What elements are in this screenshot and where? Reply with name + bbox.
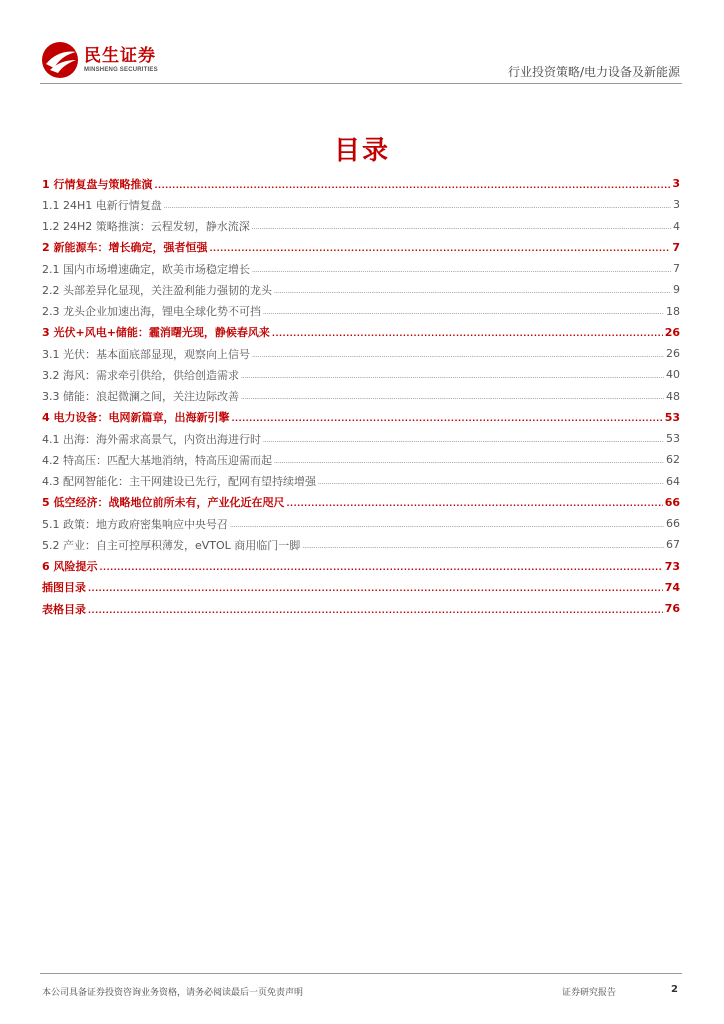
- toc-entry-page: 62: [666, 453, 680, 467]
- toc-entry-page: 53: [666, 432, 680, 446]
- toc-entry-page: 76: [664, 602, 680, 616]
- toc-dot-leader: [154, 182, 670, 190]
- toc-entry[interactable]: [42, 513, 680, 534]
- toc-entry-page: 7: [673, 262, 680, 276]
- toc-entry-page: 74: [664, 580, 680, 594]
- toc-entry-label: 5 低空经济：战略地位前所未有，产业化近在咫尺: [42, 496, 285, 510]
- toc-entry-label: 3.2 海风：需求牵引供给，供给创造需求: [42, 368, 239, 382]
- toc-entry-page: 64: [666, 474, 680, 488]
- toc-entry[interactable]: [42, 598, 680, 619]
- header-divider: [40, 83, 682, 84]
- logo: [40, 40, 158, 80]
- minsheng-logo-icon: [40, 40, 80, 80]
- toc-dot-leader: [263, 438, 664, 444]
- toc-entry-label: 2.2 头部差异化显现，关注盈利能力强韧的龙头: [42, 283, 272, 297]
- toc-entry-label: 3.1 光伏：基本面底部显现，观察向上信号: [42, 347, 250, 361]
- toc-entry-label: 4.2 特高压：匹配大基地消纳，特高压迎需而起: [42, 453, 272, 467]
- toc-entry-page: 26: [664, 325, 680, 339]
- toc-entry[interactable]: [42, 237, 680, 258]
- toc-entry[interactable]: [42, 577, 680, 598]
- toc-dot-leader: [231, 415, 662, 423]
- toc-entry-label: 2.3 龙头企业加速出海，锂电全球化势不可挡: [42, 305, 261, 319]
- toc-entry-label: 4.3 配网智能化：主干网建设已先行，配网有望持续增强: [42, 475, 316, 489]
- toc-entry-page: 3: [672, 177, 680, 191]
- toc-entry[interactable]: [42, 322, 680, 343]
- report-category: 行业投资策略/电力设备及新能源: [507, 65, 680, 79]
- toc-entry[interactable]: [42, 301, 680, 322]
- toc-dot-leader: [318, 480, 664, 486]
- toc-dot-leader: [241, 395, 664, 401]
- toc-entry-label: 2.1 国内市场增速确定，欧美市场稳定增长: [42, 262, 250, 276]
- toc-entry-page: 53: [664, 410, 680, 424]
- toc-dot-leader: [274, 459, 664, 465]
- toc-entry[interactable]: [42, 556, 680, 577]
- toc-entry-page: 66: [664, 495, 680, 509]
- toc-entry-label: 3.3 储能：浪起微澜之间，关注边际改善: [42, 390, 239, 404]
- toc-entry[interactable]: [42, 343, 680, 364]
- logo-chinese-name: 民生证券: [84, 46, 156, 66]
- toc-entry[interactable]: [42, 492, 680, 513]
- footer-divider: [40, 973, 682, 974]
- toc-dot-leader: [272, 330, 663, 338]
- toc-entry-label: 1.1 24H1 电新行情复盘: [42, 198, 162, 212]
- toc-entry[interactable]: [42, 216, 680, 237]
- toc-entry-page: 9: [673, 283, 680, 297]
- footer-report-type: 证券研究报告: [562, 988, 617, 998]
- toc-entry-label: 表格目录: [42, 602, 86, 616]
- toc-entry[interactable]: [42, 386, 680, 407]
- toc-entry-label: 4.1 出海：海外需求高景气，内资出海进行时: [42, 432, 261, 446]
- toc-entry-page: 26: [666, 347, 680, 361]
- toc-entry-page: 7: [672, 240, 680, 254]
- toc-dot-leader: [252, 353, 664, 359]
- toc-entry[interactable]: [42, 364, 680, 385]
- toc-dot-leader: [286, 500, 662, 508]
- toc-dot-leader: [274, 289, 671, 295]
- toc-entry[interactable]: [42, 407, 680, 428]
- toc-dot-leader: [252, 268, 671, 274]
- toc-entry-page: 66: [666, 517, 680, 531]
- toc-entry-page: 73: [664, 559, 680, 573]
- toc-entry-page: 18: [666, 304, 680, 318]
- toc-entry[interactable]: [42, 194, 680, 215]
- toc-dot-leader: [263, 310, 664, 316]
- toc-dot-leader: [99, 564, 662, 572]
- toc-entry-label: 2 新能源车：增长确定，强者恒强: [42, 241, 208, 255]
- table-of-contents: [42, 173, 680, 619]
- toc-entry[interactable]: [42, 534, 680, 555]
- toc-entry-label: 3 光伏+风电+储能：霾消曙光现，静候春风来: [42, 326, 270, 340]
- logo-english-name: MINSHENG SECURITIES: [84, 67, 158, 73]
- toc-dot-leader: [209, 245, 670, 253]
- toc-entry-page: 4: [673, 219, 680, 233]
- toc-entry-label: 4 电力设备：电网新篇章，出海新引擎: [42, 411, 230, 425]
- toc-entry-label: 5.1 政策：地方政府密集响应中央号召: [42, 517, 228, 531]
- toc-dot-leader: [88, 607, 663, 615]
- toc-entry-label: 6 风险提示: [42, 560, 98, 574]
- toc-entry-page: 40: [666, 368, 680, 382]
- toc-entry-page: 48: [666, 389, 680, 403]
- toc-entry-label: 1.2 24H2 策略推演：云程发轫，静水流深: [42, 220, 250, 234]
- footer-disclaimer: 本公司具备证券投资咨询业务资格，请务必阅读最后一页免责声明: [42, 988, 304, 998]
- toc-entry[interactable]: [42, 173, 680, 194]
- toc-dot-leader: [252, 225, 671, 231]
- toc-entry-label: 1 行情复盘与策略推演: [42, 177, 153, 191]
- toc-entry[interactable]: [42, 471, 680, 492]
- toc-dot-leader: [230, 523, 664, 529]
- toc-dot-leader: [241, 374, 664, 380]
- page-number: 2: [671, 984, 678, 995]
- toc-title: 目录: [333, 136, 390, 166]
- toc-entry[interactable]: [42, 428, 680, 449]
- toc-dot-leader: [302, 544, 664, 550]
- toc-entry[interactable]: [42, 258, 680, 279]
- toc-entry-label: 插图目录: [42, 581, 86, 595]
- toc-entry-page: 67: [666, 538, 680, 552]
- toc-entry-page: 3: [673, 198, 680, 212]
- toc-entry[interactable]: [42, 449, 680, 470]
- toc-entry-label: 5.2 产业：自主可控厚积薄发，eVTOL 商用临门一脚: [42, 538, 301, 552]
- toc-entry[interactable]: [42, 279, 680, 300]
- toc-dot-leader: [88, 585, 663, 593]
- toc-dot-leader: [164, 204, 671, 210]
